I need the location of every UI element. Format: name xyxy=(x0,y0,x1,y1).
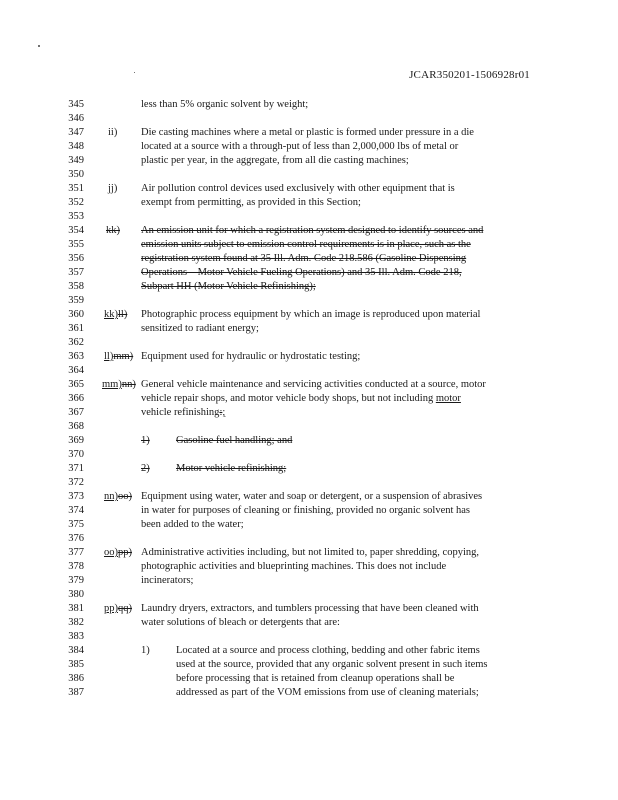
line-number: 376 xyxy=(68,533,84,544)
line-number: 384 xyxy=(68,645,84,656)
item-label xyxy=(104,603,132,615)
text-segment: vehicle repair shops, and motor vehicle body shops, but not including xyxy=(141,393,434,404)
line-number: 356 xyxy=(68,253,84,264)
line-number: 364 xyxy=(68,365,84,376)
text-line: incinerators; xyxy=(141,575,194,586)
text-line: water solutions of bleach or detergents that are: xyxy=(141,617,340,628)
deleted-text-line: Motor vehicle refinishing; xyxy=(176,463,287,474)
line-number: 359 xyxy=(68,295,84,306)
text-line: sensitized to radiant energy; xyxy=(141,323,259,334)
deleted-label: ll) xyxy=(118,309,128,320)
line-number: 357 xyxy=(68,267,84,278)
line-number: 387 xyxy=(68,687,84,698)
text-line: Laundry dryers, extractors, and tumblers processing that have been cleaned with xyxy=(141,603,479,614)
deleted-label: qq) xyxy=(118,603,132,614)
line-number: 383 xyxy=(68,631,84,642)
text-line: Die casting machines where a metal or plastic is formed under pressure in a die xyxy=(141,127,474,138)
line-number: 352 xyxy=(68,197,84,208)
line-number: 386 xyxy=(68,673,84,684)
line-number: 385 xyxy=(68,659,84,670)
text-line: in water for purposes of cleaning or finishing, provided no organic solvent has xyxy=(141,505,471,516)
line-number: 349 xyxy=(68,155,84,166)
line-number: 375 xyxy=(68,519,84,530)
line-number: 378 xyxy=(68,561,84,572)
deleted-label: nn) xyxy=(121,379,136,390)
line-number: 370 xyxy=(68,449,84,460)
deleted-text-line: Operations – Motor Vehicle Fueling Operations) and 35 Ill. Adm. Code 218, xyxy=(141,267,462,278)
text-line: used at the source, provided that any organic solvent present in such items xyxy=(176,659,488,670)
line-number: 353 xyxy=(68,211,84,222)
line-number: 377 xyxy=(68,547,84,558)
deleted-text-line: registration system found at 35 Ill. Adm. Code 218.586 (Gasoline Dispensing xyxy=(141,253,467,264)
item-label xyxy=(104,547,132,559)
scan-speck xyxy=(38,45,40,47)
line-number: 347 xyxy=(68,127,84,138)
text-line: been added to the water; xyxy=(141,519,244,530)
line-number: 361 xyxy=(68,323,84,334)
line-number: 369 xyxy=(68,435,84,446)
deleted-sub-label: 1) xyxy=(141,435,150,446)
line-number: 355 xyxy=(68,239,84,250)
line-number: 366 xyxy=(68,393,84,404)
line-number: 362 xyxy=(68,337,84,348)
deleted-item-label: kk) xyxy=(106,225,120,236)
deleted-label: oo) xyxy=(118,491,132,502)
deleted-label: pp) xyxy=(118,547,132,558)
scan-speck xyxy=(134,72,135,73)
sub-item-label: 1) xyxy=(141,645,150,656)
line-number: 381 xyxy=(68,603,84,614)
deleted-text: : xyxy=(219,407,223,418)
text-line: photographic activities and blueprinting machines. This does not include xyxy=(141,561,447,572)
text-line: before processing that is retained from cleanup operations shall be xyxy=(176,673,455,684)
item-label xyxy=(104,351,133,363)
text-line: Equipment using water, water and soap or detergent, or a suspension of abrasives xyxy=(141,491,483,502)
deleted-text-line: Gasoline fuel handling; and xyxy=(176,435,293,446)
deleted-text-line: An emission unit for which a registration system designed to identify sources and xyxy=(141,225,484,236)
text-line xyxy=(141,393,461,405)
text-segment: vehicle refinishing xyxy=(141,407,220,418)
text-line: exempt from permitting, as provided in this Section; xyxy=(141,197,361,208)
item-label xyxy=(102,379,136,391)
text-line: located at a source with a through-put of less than 2,000,000 lbs of metal or xyxy=(141,141,459,152)
document-id: JCAR350201-1506928r01 xyxy=(409,69,530,81)
line-number: 363 xyxy=(68,351,84,362)
item-label: jj) xyxy=(108,183,118,194)
line-number: 346 xyxy=(68,113,84,124)
line-number: 365 xyxy=(68,379,84,390)
inserted-text: motor xyxy=(435,393,461,404)
line-number: 382 xyxy=(68,617,84,628)
item-label xyxy=(104,491,132,503)
inserted-label: mm) xyxy=(102,379,122,390)
line-number: 345 xyxy=(68,99,84,110)
text-line: plastic per year, in the aggregate, from all die casting machines; xyxy=(141,155,409,166)
text-line: addressed as part of the VOM emissions from use of cleaning materials; xyxy=(176,687,479,698)
line-number: 354 xyxy=(68,225,84,236)
line-number: 374 xyxy=(68,505,84,516)
item-label xyxy=(104,309,127,321)
line-number: 358 xyxy=(68,281,84,292)
text-line: Located at a source and process clothing, bedding and other fabric items xyxy=(176,645,480,656)
deleted-text-line: Subpart HH (Motor Vehicle Refinishing); xyxy=(141,281,316,292)
inserted-label: ll) xyxy=(104,351,114,362)
text-line: Air pollution control devices used exclusively with other equipment that is xyxy=(141,183,455,194)
text-line xyxy=(141,407,225,419)
inserted-label: pp) xyxy=(104,603,118,614)
inserted-label: oo) xyxy=(104,547,118,558)
text-line: Equipment used for hydraulic or hydrostatic testing; xyxy=(141,351,361,362)
text-line: less than 5% organic solvent by weight; xyxy=(141,99,309,110)
line-number: 348 xyxy=(68,141,84,152)
deleted-text-line: emission units subject to emission control requirements is in place, such as the xyxy=(141,239,471,250)
line-number: 367 xyxy=(68,407,84,418)
inserted-label: kk) xyxy=(104,309,118,320)
line-number: 379 xyxy=(68,575,84,586)
line-number: 360 xyxy=(68,309,84,320)
line-number: 380 xyxy=(68,589,84,600)
line-number: 351 xyxy=(68,183,84,194)
deleted-label: mm) xyxy=(113,351,134,362)
deleted-sub-label: 2) xyxy=(141,463,150,474)
line-number: 372 xyxy=(68,477,84,488)
line-number: 373 xyxy=(68,491,84,502)
text-line: Photographic process equipment by which an image is reproduced upon material xyxy=(141,309,481,320)
item-label: ii) xyxy=(108,127,118,138)
inserted-label: nn) xyxy=(104,491,118,502)
line-number: 368 xyxy=(68,421,84,432)
line-number: 350 xyxy=(68,169,84,180)
text-line: General vehicle maintenance and servicing activities conducted at a source, motor xyxy=(141,379,486,390)
line-number: 371 xyxy=(68,463,84,474)
text-line: Administrative activities including, but not limited to, paper shredding, copying, xyxy=(141,547,479,558)
inserted-text: ; xyxy=(222,407,226,418)
